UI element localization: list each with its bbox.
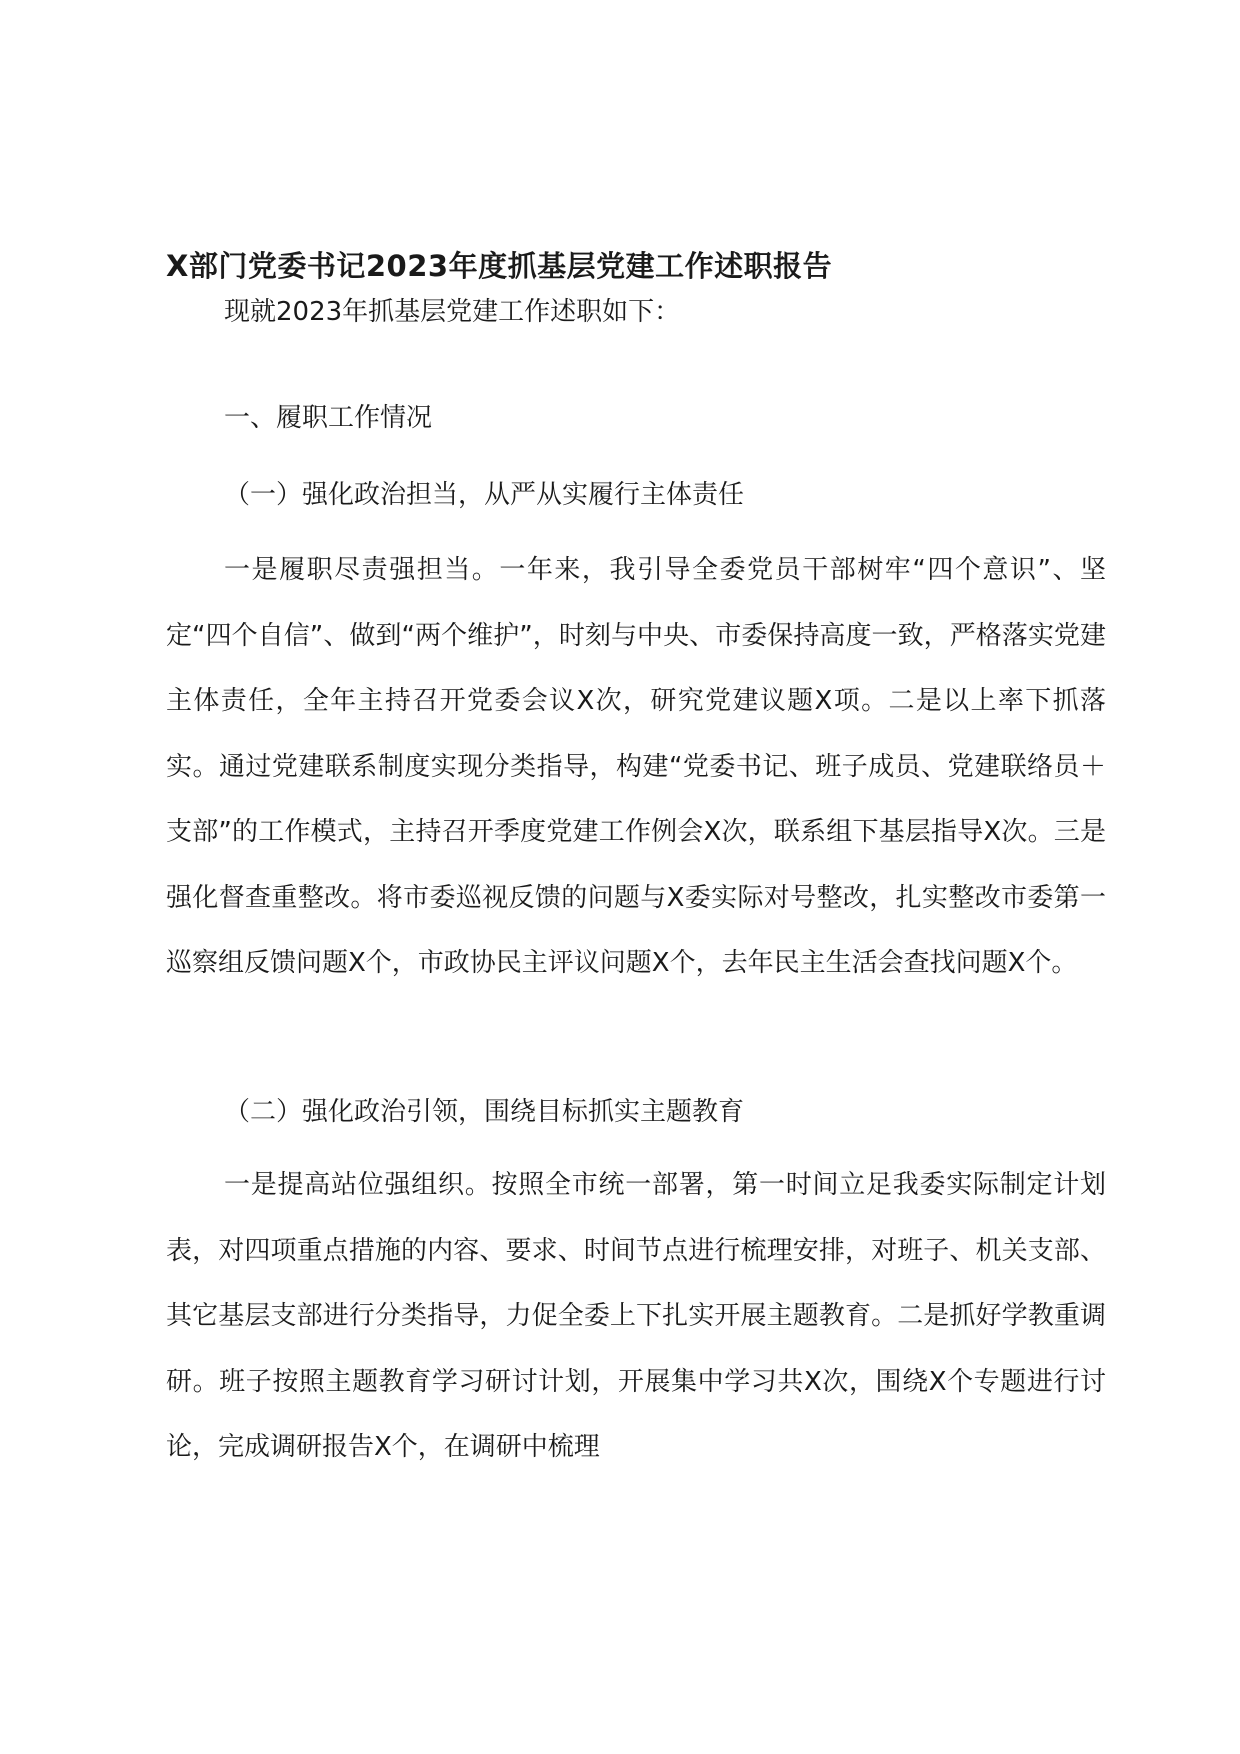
document-title: X部门党委书记2023年度抓基层党建工作述职报告 xyxy=(166,249,833,283)
section-heading: 一、履职工作情况 xyxy=(224,403,433,433)
body-paragraph: 一是提高站位强组织。按照全市统一部署，第一时间立足我委实际制定计划表，对四项重点措施的内容、要求、时间节点进行梳理安排，对班子、机关支部、其它基层支部进行分类指导，力促全委上下扎实开展主题教育。二是抓好学教重调研。班子按照主题教育学习研讨计划，开展集中学习共X次，围绕X个专题进行讨论，完成调研报告X个，在调研中梳理 xyxy=(166,1170,1106,1462)
subsection-heading: （二）强化政治引领，围绕目标抓实主题教育 xyxy=(224,1097,745,1127)
intro-paragraph: 现就2023年抓基层党建工作述职如下： xyxy=(224,297,681,327)
body-paragraph: 一是履职尽责强担当。一年来，我引导全委党员干部树牢“四个意识”、坚定“四个自信”、做到“两个维护”，时刻与中央、市委保持高度一致，严格落实党建主体责任，全年主持召开党委会议X次，研究党建议题X项。二是以上率下抓落实。通过党建联系制度实现分类指导，构建“党委书记、班子成员、党建联络员＋支部”的工作模式，主持召开季度党建工作例会X次，联系组下基层指导X次。三是强化督查重整改。将市委巡视反馈的问题与X委实际对号整改，扎实整改市委第一巡察组反馈问题X个，市政协民主评议问题X个，去年民主生活会查找问题X个。 xyxy=(166,555,1106,978)
subsection-heading: （一）强化政治担当，从严从实履行主体责任 xyxy=(224,480,745,510)
